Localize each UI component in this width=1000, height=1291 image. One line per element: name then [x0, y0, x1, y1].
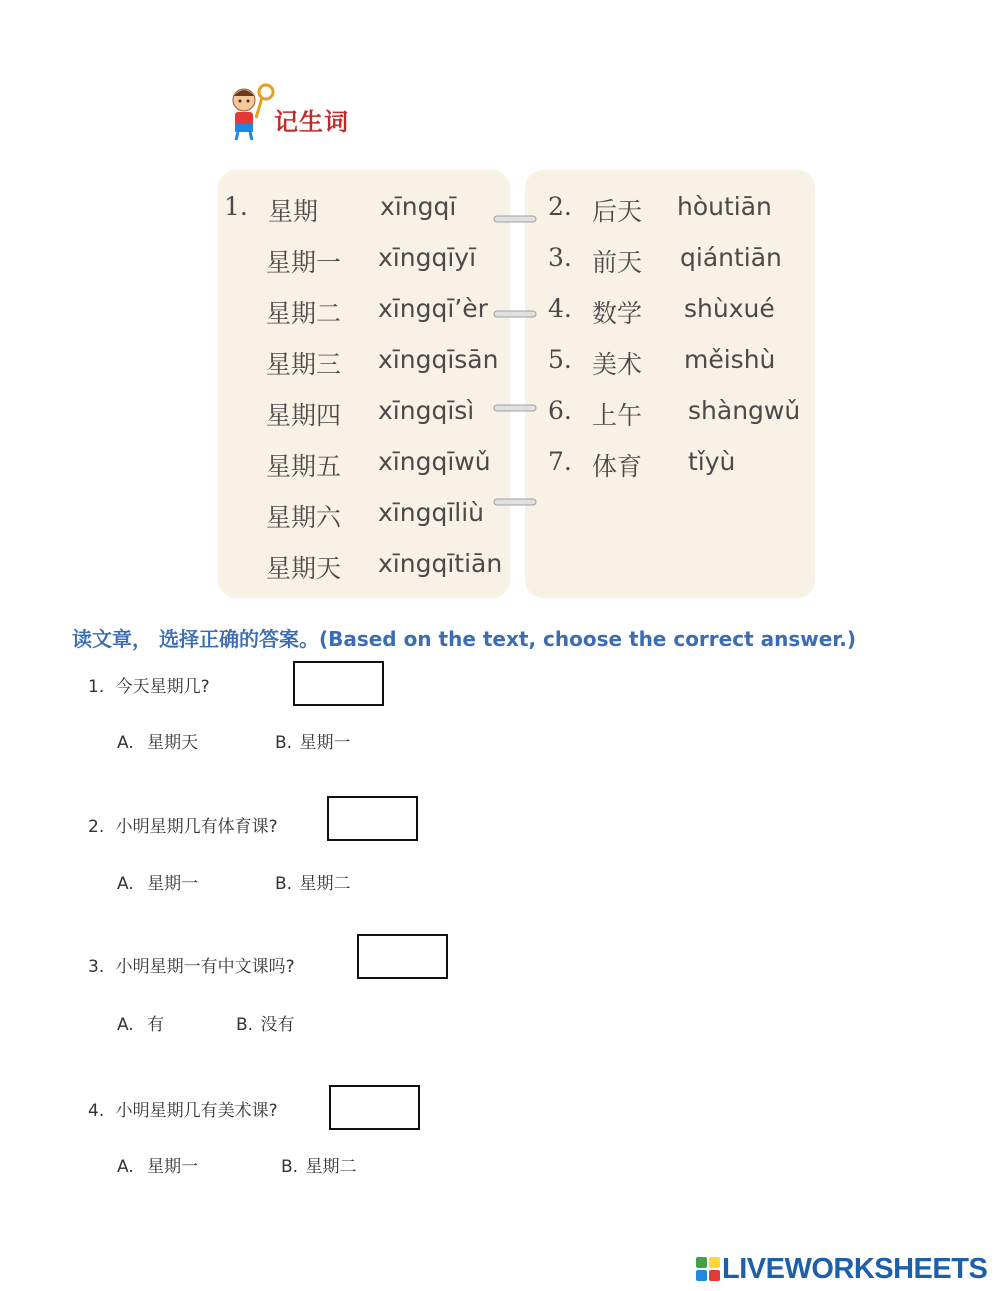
question-number: 4. — [88, 1101, 105, 1121]
vocab-number: 1. — [224, 192, 248, 221]
option-label: A. — [117, 874, 134, 894]
binder-ring-icon — [492, 402, 538, 414]
vocab-pinyin: tǐyù — [688, 447, 736, 476]
option-a[interactable] — [117, 869, 198, 894]
cartoon-kid-icon — [226, 82, 276, 142]
question-text: 今天星期几? — [115, 677, 210, 697]
option-text: 星期二 — [299, 874, 351, 894]
vocab-hanzi: 数学 — [592, 299, 643, 328]
question-1 — [88, 672, 210, 697]
vocab-pinyin: měishù — [684, 345, 776, 374]
vocab-hanzi: 美术 — [592, 350, 643, 379]
vocab-pinyin: xīngqī’èr — [378, 294, 488, 323]
vocab-card-right — [525, 170, 815, 598]
option-b[interactable] — [236, 1010, 294, 1035]
answer-box-1[interactable] — [293, 661, 384, 706]
binder-ring-icon — [492, 308, 538, 320]
answer-box-2[interactable] — [327, 796, 418, 841]
vocab-card-left — [218, 170, 510, 598]
vocab-number: 2. — [548, 192, 572, 221]
option-text: 星期二 — [305, 1157, 357, 1177]
vocab-hanzi: 后天 — [592, 197, 643, 226]
question-3 — [88, 952, 295, 977]
question-text: 小明星期一有中文课吗? — [115, 957, 295, 977]
vocab-hanzi: 星期三 — [266, 350, 342, 379]
question-4 — [88, 1096, 278, 1121]
option-text: 星期一 — [147, 874, 199, 894]
binder-ring-icon — [492, 496, 538, 508]
vocab-pinyin: xīngqīliù — [378, 498, 485, 527]
option-text: 没有 — [260, 1015, 295, 1035]
question-text: 小明星期几有体育课? — [115, 817, 278, 837]
vocab-hanzi: 星期五 — [266, 452, 342, 481]
header-title: 记生词 — [274, 107, 349, 136]
vocab-hanzi: 星期四 — [266, 401, 342, 430]
option-b[interactable] — [275, 869, 350, 894]
header-logo — [222, 78, 357, 142]
question-2 — [88, 812, 278, 837]
option-label: B. — [275, 874, 293, 894]
option-label: B. — [236, 1015, 254, 1035]
instructions-heading: 读文章， 选择正确的答案。(Based on the text, choose the correct answer.) — [72, 627, 857, 651]
vocab-hanzi: 星期天 — [266, 554, 342, 583]
vocab-hanzi: 体育 — [592, 452, 643, 481]
option-a[interactable] — [117, 1010, 164, 1035]
vocab-pinyin: qiántiān — [680, 243, 782, 272]
option-label: B. — [281, 1157, 299, 1177]
vocab-pinyin: xīngqīyī — [378, 243, 477, 272]
vocab-pinyin: xīngqīwǔ — [378, 447, 491, 476]
option-text: 星期天 — [147, 733, 199, 753]
vocab-number: 4. — [548, 294, 572, 323]
vocab-pinyin: xīngqī — [380, 192, 457, 221]
option-a[interactable] — [117, 728, 198, 753]
vocab-number: 7. — [548, 447, 572, 476]
vocab-hanzi: 星期一 — [266, 248, 342, 277]
vocab-pinyin: shùxué — [684, 294, 775, 323]
question-text: 小明星期几有美术课? — [115, 1101, 278, 1121]
answer-box-3[interactable] — [357, 934, 448, 979]
footer-logo — [696, 1253, 994, 1285]
vocab-number: 3. — [548, 243, 572, 272]
option-label: A. — [117, 1015, 134, 1035]
option-text: 有 — [147, 1015, 165, 1035]
option-label: A. — [117, 1157, 134, 1177]
vocab-pinyin: shàngwǔ — [688, 396, 801, 425]
option-label: B. — [275, 733, 293, 753]
liveworksheets-logo-icon — [696, 1257, 720, 1281]
option-a[interactable] — [117, 1152, 198, 1177]
option-text: 星期一 — [147, 1157, 199, 1177]
answer-box-4[interactable] — [329, 1085, 420, 1130]
option-label: A. — [117, 733, 134, 753]
vocab-pinyin: xīngqīsān — [378, 345, 499, 374]
option-text: 星期一 — [299, 733, 351, 753]
binder-ring-icon — [492, 213, 538, 225]
vocab-pinyin: xīngqīsì — [378, 396, 475, 425]
vocab-hanzi: 前天 — [592, 248, 643, 277]
option-b[interactable] — [275, 728, 350, 753]
vocab-pinyin: xīngqītiān — [378, 549, 503, 578]
question-number: 2. — [88, 817, 105, 837]
brand-name: LIVEWORKSHEETS — [722, 1253, 988, 1285]
vocab-hanzi: 星期二 — [266, 299, 342, 328]
vocab-hanzi: 星期六 — [266, 503, 342, 532]
vocab-number: 6. — [548, 396, 572, 425]
question-number: 3. — [88, 957, 105, 977]
option-b[interactable] — [281, 1152, 356, 1177]
vocab-hanzi: 上午 — [592, 401, 643, 430]
vocab-hanzi: 星期 — [268, 197, 319, 226]
question-number: 1. — [88, 677, 105, 697]
vocab-number: 5. — [548, 345, 572, 374]
vocab-pinyin: hòutiān — [677, 192, 772, 221]
